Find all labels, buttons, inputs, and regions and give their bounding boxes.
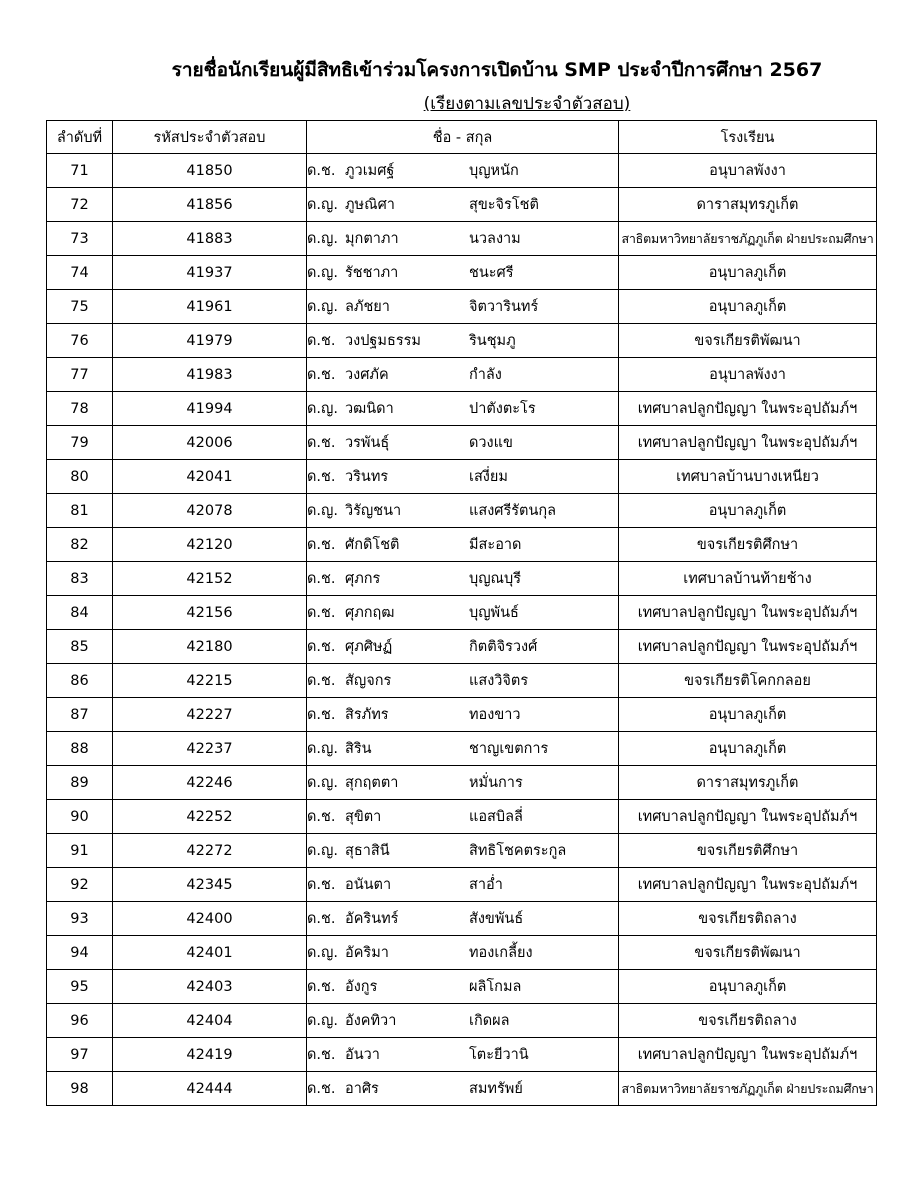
row-name-title: ด.ช. — [307, 605, 336, 621]
student-roster-table — [46, 120, 877, 1106]
row-full-name — [307, 426, 619, 460]
row-name-title: ด.ญ. — [307, 843, 338, 859]
row-name-title: ด.ญ. — [307, 741, 338, 757]
row-last-name: บุญณบุรี — [469, 571, 522, 587]
row-exam-id: 42152 — [113, 562, 307, 596]
row-name-title: ด.ช. — [307, 163, 336, 179]
row-exam-id: 42272 — [113, 834, 307, 868]
row-name-title: ด.ญ. — [307, 775, 338, 791]
row-number: 92 — [47, 868, 113, 902]
table-row — [47, 868, 877, 902]
row-number: 87 — [47, 698, 113, 732]
table-row — [47, 324, 877, 358]
row-last-name: หมั่นการ — [469, 775, 523, 791]
table-row — [47, 834, 877, 868]
row-name-title: ด.ช. — [307, 469, 336, 485]
row-last-name: เสงี่ยม — [469, 469, 508, 485]
row-full-name — [307, 256, 619, 290]
table-row — [47, 732, 877, 766]
row-full-name — [307, 1004, 619, 1038]
table-row — [47, 936, 877, 970]
row-last-name: ชาญเขตการ — [469, 741, 549, 757]
row-number: 96 — [47, 1004, 113, 1038]
row-last-name: จิตวารินทร์ — [469, 299, 539, 315]
row-first-name: สุธาสินี — [345, 843, 390, 859]
row-exam-id: 41961 — [113, 290, 307, 324]
row-school: ขจรเกียรติถลาง — [619, 1004, 877, 1038]
table-row — [47, 766, 877, 800]
row-first-name: สิรภัทร — [345, 707, 389, 723]
row-school: ขจรเกียรติศึกษา — [619, 528, 877, 562]
row-school: เทศบาลปลูกปัญญา ในพระอุปถัมภ์ฯ — [619, 800, 877, 834]
row-last-name: เกิดผล — [469, 1013, 510, 1029]
row-last-name: ชนะศรี — [469, 265, 514, 281]
row-name-title: ด.ช. — [307, 809, 336, 825]
table-row — [47, 222, 877, 256]
row-school: อนุบาลภูเก็ต — [619, 732, 877, 766]
row-exam-id: 42237 — [113, 732, 307, 766]
row-first-name: อังคทิวา — [345, 1013, 397, 1029]
row-number: 97 — [47, 1038, 113, 1072]
row-last-name: สิทธิโชคตระกูล — [469, 843, 567, 859]
row-school: ขจรเกียรติโคกกลอย — [619, 664, 877, 698]
row-school: เทศบาลปลูกปัญญา ในพระอุปถัมภ์ฯ — [619, 630, 877, 664]
row-first-name: สุกฤตตา — [345, 775, 399, 791]
row-school: อนุบาลพังงา — [619, 358, 877, 392]
row-school: สาธิตมหาวิทยาลัยราชภัฏภูเก็ต ฝ่ายประถมศึกษา — [619, 1072, 877, 1106]
row-exam-id: 41937 — [113, 256, 307, 290]
table-row — [47, 664, 877, 698]
row-first-name: วรพันธุ์ — [345, 435, 390, 451]
row-first-name: อัครินทร์ — [345, 911, 399, 927]
row-first-name: ภูษณิศา — [345, 197, 395, 213]
row-last-name: กิตติจิรวงศ์ — [469, 639, 538, 655]
row-school: อนุบาลพังงา — [619, 154, 877, 188]
table-row — [47, 902, 877, 936]
row-last-name: ดวงแข — [469, 435, 513, 451]
row-exam-id: 42403 — [113, 970, 307, 1004]
row-first-name: อนันตา — [345, 877, 392, 893]
row-full-name — [307, 1072, 619, 1106]
row-first-name: วงศภัค — [345, 367, 389, 383]
row-last-name: สุขะจิรโชติ — [469, 197, 539, 213]
row-last-name: แสงวิจิตร — [469, 673, 529, 689]
row-school: เทศบาลปลูกปัญญา ในพระอุปถัมภ์ฯ — [619, 392, 877, 426]
row-school: ขจรเกียรติพัฒนา — [619, 936, 877, 970]
row-full-name — [307, 290, 619, 324]
row-exam-id: 42215 — [113, 664, 307, 698]
row-number: 91 — [47, 834, 113, 868]
row-name-title: ด.ญ. — [307, 231, 338, 247]
row-name-title: ด.ช. — [307, 367, 336, 383]
table-row — [47, 290, 877, 324]
header-school: โรงเรียน — [619, 121, 877, 154]
row-school: เทศบาลปลูกปัญญา ในพระอุปถัมภ์ฯ — [619, 1038, 877, 1072]
row-name-title: ด.ช. — [307, 877, 336, 893]
row-number: 80 — [47, 460, 113, 494]
row-number: 81 — [47, 494, 113, 528]
row-name-title: ด.ช. — [307, 1047, 336, 1063]
table-row — [47, 562, 877, 596]
row-name-title: ด.ช. — [307, 639, 336, 655]
row-number: 98 — [47, 1072, 113, 1106]
page-subtitle — [0, 93, 914, 115]
table-row — [47, 528, 877, 562]
row-last-name: แสงศรีรัตนกุล — [469, 503, 557, 519]
row-full-name — [307, 698, 619, 732]
row-last-name: ผลิโกมล — [469, 979, 522, 995]
row-last-name: กำลัง — [469, 367, 502, 383]
row-name-title: ด.ช. — [307, 1081, 336, 1097]
table-header-row — [47, 121, 877, 154]
table-row — [47, 970, 877, 1004]
row-full-name — [307, 188, 619, 222]
row-number: 89 — [47, 766, 113, 800]
row-school: ดาราสมุทรภูเก็ต — [619, 188, 877, 222]
header-no: ลำดับที่ — [47, 121, 113, 154]
row-name-title: ด.ญ. — [307, 503, 338, 519]
row-first-name: ศุภศิษฏ์ — [345, 639, 393, 655]
row-full-name — [307, 800, 619, 834]
row-exam-id: 41979 — [113, 324, 307, 358]
row-last-name: สาอ่ำ — [469, 877, 503, 893]
row-school: ขจรเกียรติถลาง — [619, 902, 877, 936]
row-full-name — [307, 664, 619, 698]
row-school: อนุบาลภูเก็ต — [619, 290, 877, 324]
row-number: 95 — [47, 970, 113, 1004]
row-first-name: อันวา — [345, 1047, 380, 1063]
row-name-title: ด.ช. — [307, 435, 336, 451]
row-exam-id: 42419 — [113, 1038, 307, 1072]
table-row — [47, 698, 877, 732]
row-name-title: ด.ช. — [307, 537, 336, 553]
row-first-name: ลภัชยา — [345, 299, 390, 315]
row-school: ขจรเกียรติพัฒนา — [619, 324, 877, 358]
row-exam-id: 42401 — [113, 936, 307, 970]
row-school: เทศบาลปลูกปัญญา ในพระอุปถัมภ์ฯ — [619, 596, 877, 630]
table-row — [47, 800, 877, 834]
row-school: เทศบาลปลูกปัญญา ในพระอุปถัมภ์ฯ — [619, 868, 877, 902]
row-first-name: รัชชาภา — [345, 265, 399, 281]
row-exam-id: 42227 — [113, 698, 307, 732]
row-number: 88 — [47, 732, 113, 766]
row-number: 73 — [47, 222, 113, 256]
row-first-name: ศุภกร — [345, 571, 381, 587]
row-full-name — [307, 902, 619, 936]
row-school: ขจรเกียรติศึกษา — [619, 834, 877, 868]
row-name-title: ด.ญ. — [307, 945, 338, 961]
row-school: สาธิตมหาวิทยาลัยราชภัฏภูเก็ต ฝ่ายประถมศึกษา — [619, 222, 877, 256]
row-exam-id: 42180 — [113, 630, 307, 664]
page-subtitle-text: (เรียงตามเลขประจำตัวสอบ) — [423, 94, 631, 114]
row-full-name — [307, 528, 619, 562]
row-exam-id: 41883 — [113, 222, 307, 256]
row-full-name — [307, 324, 619, 358]
row-last-name: แอสบิลลี่ — [469, 809, 523, 825]
row-first-name: วงปฐมธรรม — [345, 333, 421, 349]
row-exam-id: 41994 — [113, 392, 307, 426]
row-full-name — [307, 358, 619, 392]
row-full-name — [307, 766, 619, 800]
row-number: 77 — [47, 358, 113, 392]
row-first-name: สิริน — [345, 741, 372, 757]
row-number: 90 — [47, 800, 113, 834]
row-full-name — [307, 392, 619, 426]
row-number: 84 — [47, 596, 113, 630]
row-full-name — [307, 970, 619, 1004]
row-name-title: ด.ญ. — [307, 265, 338, 281]
row-first-name: มุกตาภา — [345, 231, 399, 247]
row-number: 71 — [47, 154, 113, 188]
table-row — [47, 188, 877, 222]
row-name-title: ด.ญ. — [307, 401, 338, 417]
row-name-title: ด.ญ. — [307, 299, 338, 315]
table-row — [47, 1004, 877, 1038]
header-exam-id: รหัสประจำตัวสอบ — [113, 121, 307, 154]
table-row — [47, 1038, 877, 1072]
table-row — [47, 358, 877, 392]
row-full-name — [307, 834, 619, 868]
row-first-name: วรินทร — [345, 469, 389, 485]
table-row — [47, 426, 877, 460]
row-school: อนุบาลภูเก็ต — [619, 970, 877, 1004]
row-last-name: บุญพันธ์ — [469, 605, 519, 621]
row-first-name: สุขิตา — [345, 809, 382, 825]
row-last-name: ปาตังตะโร — [469, 401, 536, 417]
table-row — [47, 1072, 877, 1106]
row-exam-id: 42041 — [113, 460, 307, 494]
row-first-name: อัคริมา — [345, 945, 389, 961]
row-first-name: อังกูร — [345, 979, 378, 995]
row-number: 82 — [47, 528, 113, 562]
row-last-name: ทองขาว — [469, 707, 521, 723]
table-row — [47, 154, 877, 188]
row-last-name: สมทรัพย์ — [469, 1081, 523, 1097]
row-name-title: ด.ช. — [307, 571, 336, 587]
table-row — [47, 392, 877, 426]
row-exam-id: 41856 — [113, 188, 307, 222]
row-school: เทศบาลบ้านท้ายช้าง — [619, 562, 877, 596]
row-last-name: นวลงาม — [469, 231, 521, 247]
row-number: 75 — [47, 290, 113, 324]
row-exam-id: 42078 — [113, 494, 307, 528]
row-full-name — [307, 596, 619, 630]
row-name-title: ด.ช. — [307, 707, 336, 723]
row-full-name — [307, 494, 619, 528]
row-number: 86 — [47, 664, 113, 698]
row-name-title: ด.ช. — [307, 911, 336, 927]
row-first-name: ศักดิโชติ — [345, 537, 400, 553]
row-last-name: สังขพันธ์ — [469, 911, 524, 927]
row-first-name: สัญจกร — [345, 673, 392, 689]
row-exam-id: 41850 — [113, 154, 307, 188]
header-name: ชื่อ - สกุล — [307, 121, 619, 154]
row-full-name — [307, 1038, 619, 1072]
row-exam-id: 42444 — [113, 1072, 307, 1106]
row-last-name: รินชุมภู — [469, 333, 516, 349]
row-name-title: ด.ช. — [307, 979, 336, 995]
row-last-name: โตะยีวานิ — [469, 1047, 529, 1063]
row-name-title: ด.ช. — [307, 333, 336, 349]
row-full-name — [307, 154, 619, 188]
row-first-name: ภูวเมศฐ์ — [345, 163, 395, 179]
row-name-title: ด.ญ. — [307, 197, 338, 213]
row-exam-id: 42006 — [113, 426, 307, 460]
page-title: รายชื่อนักเรียนผู้มีสิทธิเข้าร่วมโครงการเปิดบ้าน SMP ประจำปีการศึกษา 2567 — [171, 59, 823, 81]
row-number: 93 — [47, 902, 113, 936]
row-full-name — [307, 630, 619, 664]
row-first-name: อาศิร — [345, 1081, 379, 1097]
row-school: เทศบาลปลูกปัญญา ในพระอุปถัมภ์ฯ — [619, 426, 877, 460]
row-school: อนุบาลภูเก็ต — [619, 494, 877, 528]
row-exam-id: 42400 — [113, 902, 307, 936]
row-full-name — [307, 868, 619, 902]
table-row — [47, 494, 877, 528]
row-number: 74 — [47, 256, 113, 290]
row-exam-id: 42156 — [113, 596, 307, 630]
table-row — [47, 596, 877, 630]
row-first-name: วฒนิดา — [345, 401, 394, 417]
table-row — [47, 630, 877, 664]
table-body — [47, 154, 877, 1106]
row-first-name: ศุภกฤฒ — [345, 605, 395, 621]
row-full-name — [307, 562, 619, 596]
row-last-name: มีสะอาด — [469, 537, 522, 553]
row-full-name — [307, 732, 619, 766]
row-school: เทศบาลบ้านบางเหนียว — [619, 460, 877, 494]
row-school: อนุบาลภูเก็ต — [619, 256, 877, 290]
row-last-name: ทองเกลี้ยง — [469, 945, 533, 961]
row-first-name: วิรัญชนา — [345, 503, 402, 519]
row-name-title: ด.ญ. — [307, 1013, 338, 1029]
row-name-title: ด.ช. — [307, 673, 336, 689]
row-exam-id: 42120 — [113, 528, 307, 562]
table-row — [47, 256, 877, 290]
row-number: 94 — [47, 936, 113, 970]
row-full-name — [307, 222, 619, 256]
row-exam-id: 42404 — [113, 1004, 307, 1038]
row-exam-id: 41983 — [113, 358, 307, 392]
row-school: ดาราสมุทรภูเก็ต — [619, 766, 877, 800]
row-full-name — [307, 936, 619, 970]
row-full-name — [307, 460, 619, 494]
row-number: 78 — [47, 392, 113, 426]
row-number: 83 — [47, 562, 113, 596]
row-number: 85 — [47, 630, 113, 664]
row-exam-id: 42345 — [113, 868, 307, 902]
row-exam-id: 42252 — [113, 800, 307, 834]
row-number: 76 — [47, 324, 113, 358]
row-last-name: บุญหนัก — [469, 163, 519, 179]
row-number: 79 — [47, 426, 113, 460]
row-number: 72 — [47, 188, 113, 222]
row-school: อนุบาลภูเก็ต — [619, 698, 877, 732]
row-exam-id: 42246 — [113, 766, 307, 800]
table-row — [47, 460, 877, 494]
